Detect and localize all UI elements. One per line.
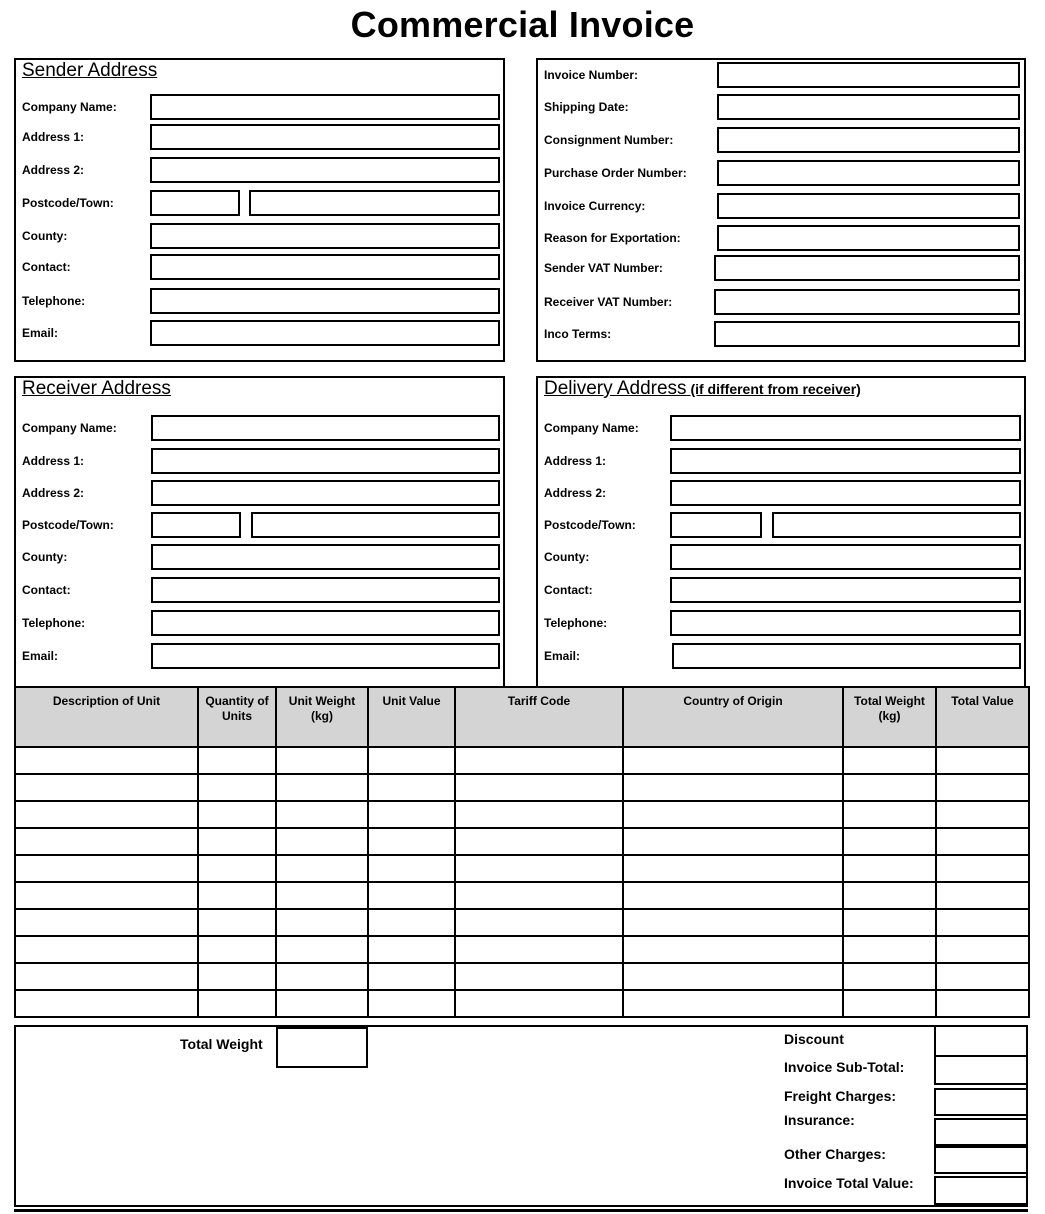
delivery-row bbox=[538, 415, 1024, 443]
field-label: County: bbox=[544, 550, 590, 564]
delivery-title bbox=[544, 378, 861, 400]
invoice-currency-field[interactable] bbox=[717, 193, 1020, 219]
table-cell[interactable] bbox=[276, 990, 368, 1017]
table-cell[interactable] bbox=[276, 855, 368, 882]
invoice-total-field[interactable] bbox=[934, 1176, 1028, 1205]
receiver-panel bbox=[14, 376, 505, 688]
table-row bbox=[15, 909, 1029, 936]
table-cell[interactable] bbox=[276, 936, 368, 963]
table-cell[interactable] bbox=[936, 828, 1029, 855]
delivery-company-field[interactable] bbox=[670, 415, 1021, 441]
receiver-address2-field[interactable] bbox=[151, 480, 500, 506]
table-cell[interactable] bbox=[936, 936, 1029, 963]
field-label: Reason for Exportation: bbox=[544, 231, 681, 245]
field-label: Telephone: bbox=[544, 616, 608, 630]
table-cell[interactable] bbox=[455, 855, 623, 882]
discount-field[interactable] bbox=[934, 1025, 1028, 1057]
delivery-postcode-field[interactable] bbox=[670, 512, 762, 538]
field-label: Postcode/Town: bbox=[22, 196, 114, 210]
table-row bbox=[15, 855, 1029, 882]
sender-panel bbox=[14, 58, 505, 362]
table-cell[interactable] bbox=[455, 990, 623, 1017]
delivery-telephone-field[interactable] bbox=[670, 610, 1021, 636]
table-cell[interactable] bbox=[368, 801, 455, 828]
consignment-number-field[interactable] bbox=[717, 127, 1020, 153]
table-cell[interactable] bbox=[936, 801, 1029, 828]
sender-town-field[interactable] bbox=[249, 190, 500, 216]
table-cell[interactable] bbox=[843, 801, 936, 828]
sender-row bbox=[16, 190, 503, 218]
freight-field[interactable] bbox=[934, 1088, 1028, 1116]
table-cell[interactable] bbox=[15, 774, 198, 801]
delivery-county-field[interactable] bbox=[670, 544, 1021, 570]
table-cell[interactable] bbox=[843, 882, 936, 909]
invoice-row bbox=[538, 127, 1024, 155]
sender-row bbox=[16, 124, 503, 152]
table-cell[interactable] bbox=[15, 909, 198, 936]
table-cell[interactable] bbox=[455, 801, 623, 828]
field-label: Company Name: bbox=[544, 421, 639, 435]
receiver-row bbox=[16, 577, 503, 605]
field-label: Address 1: bbox=[544, 454, 607, 468]
invoice-row bbox=[538, 193, 1024, 221]
col-country-of-origin: Country of Origin bbox=[623, 687, 843, 747]
table-cell[interactable] bbox=[368, 774, 455, 801]
table-cell[interactable] bbox=[623, 747, 843, 774]
sender-row bbox=[16, 157, 503, 185]
freight-label: Freight Charges: bbox=[784, 1088, 897, 1104]
field-label: Company Name: bbox=[22, 421, 117, 435]
table-cell[interactable] bbox=[843, 990, 936, 1017]
purchase-order-number-field[interactable] bbox=[717, 160, 1020, 186]
field-label: Address 2: bbox=[22, 163, 85, 177]
subtotal-field[interactable] bbox=[934, 1055, 1028, 1085]
table-cell[interactable] bbox=[198, 855, 276, 882]
table-cell[interactable] bbox=[276, 747, 368, 774]
table-cell[interactable] bbox=[368, 936, 455, 963]
receiver-town-field[interactable] bbox=[251, 512, 500, 538]
table-cell[interactable] bbox=[455, 774, 623, 801]
table-cell[interactable] bbox=[368, 909, 455, 936]
col-description: Description of Unit bbox=[15, 687, 198, 747]
table-row bbox=[15, 747, 1029, 774]
delivery-row bbox=[538, 577, 1024, 605]
table-cell[interactable] bbox=[936, 855, 1029, 882]
table-cell[interactable] bbox=[843, 855, 936, 882]
table-cell[interactable] bbox=[15, 882, 198, 909]
sender-row bbox=[16, 94, 503, 122]
sender-postcode-field[interactable] bbox=[150, 190, 240, 216]
table-cell[interactable] bbox=[843, 747, 936, 774]
table-cell[interactable] bbox=[198, 990, 276, 1017]
field-label: Address 1: bbox=[22, 130, 85, 144]
sender-row bbox=[16, 288, 503, 316]
field-label: Shipping Date: bbox=[544, 100, 629, 114]
table-cell[interactable] bbox=[198, 963, 276, 990]
receiver-address1-field[interactable] bbox=[151, 448, 500, 474]
table-cell[interactable] bbox=[936, 774, 1029, 801]
table-cell[interactable] bbox=[15, 963, 198, 990]
delivery-title-text: Delivery Address bbox=[544, 378, 687, 399]
table-header-row bbox=[15, 687, 1029, 747]
table-row bbox=[15, 882, 1029, 909]
sender-county-field[interactable] bbox=[150, 223, 500, 249]
delivery-row bbox=[538, 480, 1024, 508]
receiver-email-field[interactable] bbox=[151, 643, 500, 669]
table-row bbox=[15, 801, 1029, 828]
table-cell[interactable] bbox=[623, 963, 843, 990]
col-unit-weight: Unit Weight (kg) bbox=[276, 687, 368, 747]
total-weight-field[interactable] bbox=[276, 1027, 368, 1068]
delivery-address1-field[interactable] bbox=[670, 448, 1021, 474]
sender-contact-field[interactable] bbox=[150, 254, 500, 280]
invoice-row bbox=[538, 94, 1024, 122]
field-label: Invoice Currency: bbox=[544, 199, 646, 213]
delivery-row bbox=[538, 610, 1024, 638]
field-label: Postcode/Town: bbox=[22, 518, 114, 532]
field-label: Email: bbox=[22, 649, 59, 663]
table-row bbox=[15, 828, 1029, 855]
table-cell[interactable] bbox=[623, 855, 843, 882]
table-cell[interactable] bbox=[198, 747, 276, 774]
receiver-title: Receiver Address bbox=[22, 378, 171, 399]
table-cell[interactable] bbox=[843, 828, 936, 855]
table-cell[interactable] bbox=[368, 882, 455, 909]
table-cell[interactable] bbox=[15, 747, 198, 774]
field-label: Postcode/Town: bbox=[544, 518, 636, 532]
field-label: Contact: bbox=[22, 260, 71, 274]
col-total-weight: Total Weight (kg) bbox=[843, 687, 936, 747]
field-label: Telephone: bbox=[22, 616, 86, 630]
col-tariff-code: Tariff Code bbox=[455, 687, 623, 747]
table-cell[interactable] bbox=[368, 855, 455, 882]
items-table bbox=[14, 686, 1030, 1018]
table-cell[interactable] bbox=[843, 936, 936, 963]
receiver-county-field[interactable] bbox=[151, 544, 500, 570]
insurance-field[interactable] bbox=[934, 1118, 1028, 1146]
table-cell[interactable] bbox=[936, 909, 1029, 936]
invoice-row bbox=[538, 321, 1024, 349]
table-cell[interactable] bbox=[623, 774, 843, 801]
table-row bbox=[15, 990, 1029, 1017]
field-label: Address 2: bbox=[544, 486, 607, 500]
table-cell[interactable] bbox=[623, 990, 843, 1017]
table-cell[interactable] bbox=[198, 774, 276, 801]
table-row bbox=[15, 963, 1029, 990]
table-cell[interactable] bbox=[276, 828, 368, 855]
field-label: Receiver VAT Number: bbox=[544, 295, 673, 309]
field-label: Sender VAT Number: bbox=[544, 261, 663, 275]
field-label: Invoice Number: bbox=[544, 68, 639, 82]
field-label: Address 2: bbox=[22, 486, 85, 500]
field-label: Inco Terms: bbox=[544, 327, 612, 341]
table-cell[interactable] bbox=[623, 882, 843, 909]
table-cell[interactable] bbox=[198, 882, 276, 909]
table-cell[interactable] bbox=[15, 801, 198, 828]
receiver-telephone-field[interactable] bbox=[151, 610, 500, 636]
sender-vat-number-field[interactable] bbox=[714, 255, 1020, 281]
sender-email-field[interactable] bbox=[150, 320, 500, 346]
field-label: Consignment Number: bbox=[544, 133, 674, 147]
page-title: Commercial Invoice bbox=[350, 4, 695, 45]
table-cell[interactable] bbox=[843, 774, 936, 801]
delivery-panel bbox=[536, 376, 1026, 688]
other-charges-label: Other Charges: bbox=[784, 1146, 886, 1162]
inco-terms-field[interactable] bbox=[714, 321, 1020, 347]
subtotal-label: Invoice Sub-Total: bbox=[784, 1059, 905, 1075]
table-cell[interactable] bbox=[276, 909, 368, 936]
invoice-row bbox=[538, 225, 1024, 253]
receiver-vat-number-field[interactable] bbox=[714, 289, 1020, 315]
invoice-row bbox=[538, 289, 1024, 317]
invoice-row bbox=[538, 160, 1024, 188]
field-label: Telephone: bbox=[22, 294, 86, 308]
delivery-address2-field[interactable] bbox=[670, 480, 1021, 506]
table-cell[interactable] bbox=[623, 936, 843, 963]
table-cell[interactable] bbox=[623, 909, 843, 936]
receiver-row bbox=[16, 415, 503, 443]
table-cell[interactable] bbox=[198, 801, 276, 828]
table-cell[interactable] bbox=[276, 963, 368, 990]
receiver-row bbox=[16, 643, 503, 671]
receiver-postcode-field[interactable] bbox=[151, 512, 241, 538]
col-total-value: Total Value bbox=[936, 687, 1029, 747]
table-cell[interactable] bbox=[198, 936, 276, 963]
table-cell[interactable] bbox=[368, 990, 455, 1017]
table-cell[interactable] bbox=[276, 882, 368, 909]
field-label: Email: bbox=[544, 649, 581, 663]
items-body bbox=[15, 747, 1029, 1017]
shipping-date-field[interactable] bbox=[717, 94, 1020, 120]
invoice-number-field[interactable] bbox=[717, 62, 1020, 88]
delivery-row bbox=[538, 512, 1024, 540]
table-cell[interactable] bbox=[15, 855, 198, 882]
receiver-row bbox=[16, 544, 503, 572]
sender-address2-field[interactable] bbox=[150, 157, 500, 183]
invoice-total-label: Invoice Total Value: bbox=[784, 1175, 914, 1191]
other-charges-field[interactable] bbox=[934, 1146, 1028, 1174]
table-cell[interactable] bbox=[843, 963, 936, 990]
table-row bbox=[15, 774, 1029, 801]
delivery-contact-field[interactable] bbox=[670, 577, 1021, 603]
field-label: County: bbox=[22, 229, 68, 243]
table-cell[interactable] bbox=[455, 882, 623, 909]
table-cell[interactable] bbox=[936, 990, 1029, 1017]
delivery-row bbox=[538, 643, 1024, 671]
table-cell[interactable] bbox=[455, 828, 623, 855]
table-cell[interactable] bbox=[936, 963, 1029, 990]
delivery-town-field[interactable] bbox=[772, 512, 1021, 538]
field-label: Email: bbox=[22, 326, 59, 340]
table-cell[interactable] bbox=[455, 747, 623, 774]
col-quantity: Quantity of Units bbox=[198, 687, 276, 747]
field-label: Company Name: bbox=[22, 100, 117, 114]
sender-row bbox=[16, 320, 503, 348]
table-cell[interactable] bbox=[198, 909, 276, 936]
table-cell[interactable] bbox=[368, 828, 455, 855]
receiver-contact-field[interactable] bbox=[151, 577, 500, 603]
receiver-row bbox=[16, 480, 503, 508]
receiver-row bbox=[16, 610, 503, 638]
field-label: County: bbox=[22, 550, 68, 564]
receiver-row bbox=[16, 512, 503, 540]
table-cell[interactable] bbox=[15, 936, 198, 963]
insurance-label: Insurance: bbox=[784, 1112, 855, 1128]
sender-telephone-field[interactable] bbox=[150, 288, 500, 314]
field-label: Purchase Order Number: bbox=[544, 166, 687, 180]
table-cell[interactable] bbox=[936, 747, 1029, 774]
table-cell[interactable] bbox=[368, 963, 455, 990]
table-cell[interactable] bbox=[623, 801, 843, 828]
receiver-row bbox=[16, 448, 503, 476]
bottom-rule bbox=[14, 1209, 1028, 1212]
invoice-row bbox=[538, 255, 1024, 283]
total-weight-label: Total Weight bbox=[180, 1036, 263, 1052]
delivery-subtitle: (if different from receiver) bbox=[686, 381, 861, 397]
table-cell[interactable] bbox=[15, 990, 198, 1017]
table-cell[interactable] bbox=[455, 963, 623, 990]
table-cell[interactable] bbox=[623, 828, 843, 855]
discount-label: Discount bbox=[784, 1031, 844, 1047]
delivery-row bbox=[538, 448, 1024, 476]
table-cell[interactable] bbox=[843, 909, 936, 936]
delivery-row bbox=[538, 544, 1024, 572]
sender-row bbox=[16, 254, 503, 282]
table-cell[interactable] bbox=[198, 828, 276, 855]
sender-company-field[interactable] bbox=[150, 94, 500, 120]
delivery-email-field[interactable] bbox=[672, 643, 1021, 669]
table-cell[interactable] bbox=[15, 828, 198, 855]
field-label: Contact: bbox=[544, 583, 593, 597]
sender-address1-field[interactable] bbox=[150, 124, 500, 150]
field-label: Contact: bbox=[22, 583, 71, 597]
col-unit-value: Unit Value bbox=[368, 687, 455, 747]
table-cell[interactable] bbox=[455, 909, 623, 936]
field-label: Address 1: bbox=[22, 454, 85, 468]
table-cell[interactable] bbox=[276, 801, 368, 828]
invoice-info-panel bbox=[536, 58, 1026, 362]
table-cell[interactable] bbox=[276, 774, 368, 801]
table-cell[interactable] bbox=[368, 747, 455, 774]
table-cell[interactable] bbox=[455, 936, 623, 963]
receiver-company-field[interactable] bbox=[151, 415, 500, 441]
reason-for-exportation-field[interactable] bbox=[717, 225, 1020, 251]
sender-title: Sender Address bbox=[22, 60, 158, 81]
invoice-row bbox=[538, 62, 1024, 90]
table-cell[interactable] bbox=[936, 882, 1029, 909]
table-row bbox=[15, 936, 1029, 963]
sender-row bbox=[16, 223, 503, 251]
